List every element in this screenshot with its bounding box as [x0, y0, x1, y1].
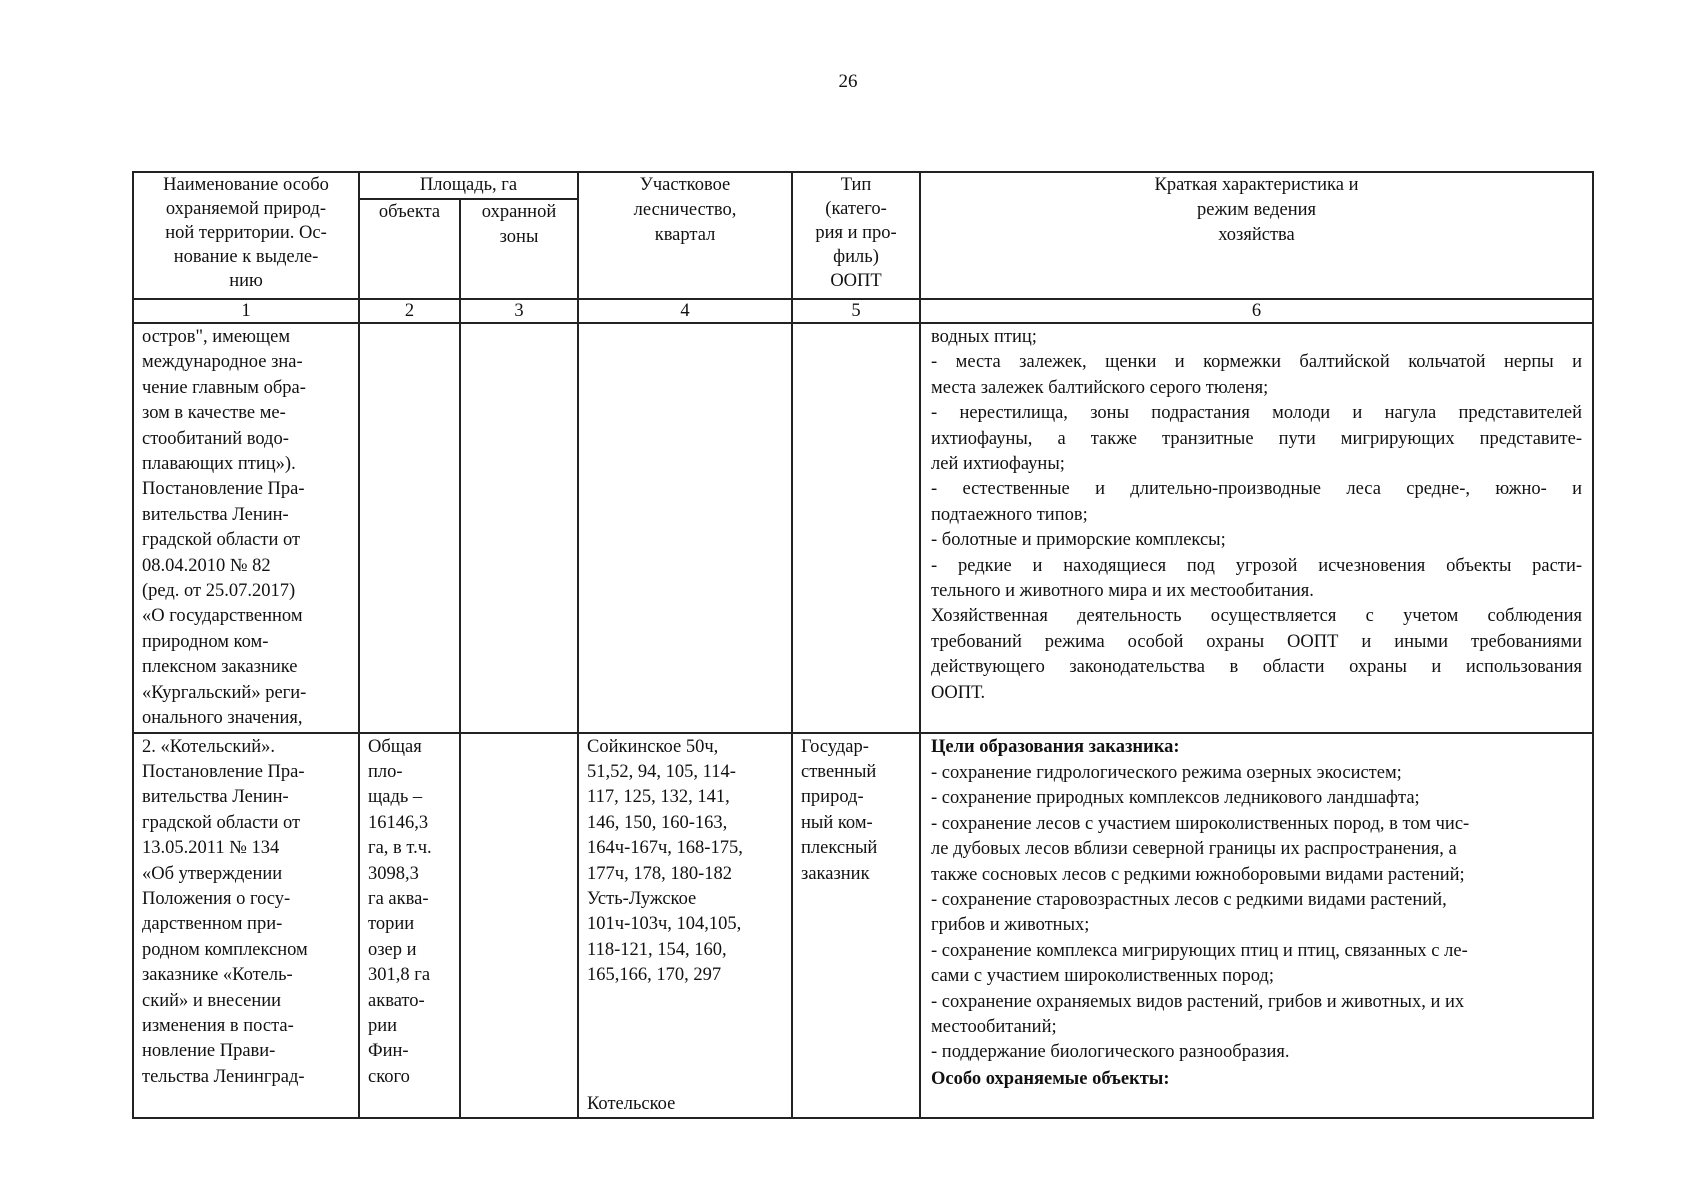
text-line: градской области от: [142, 812, 301, 833]
text-line: родном комплексном: [142, 939, 308, 960]
text-line: - сохранение охраняемых видов растений, грибов и животных, и их: [931, 991, 1465, 1012]
text-line: 2. «Котельский».: [142, 736, 276, 757]
text-line: (катего-: [825, 199, 887, 219]
header-characteristics: [920, 172, 1593, 299]
text-line: вительства Ленин-: [142, 504, 289, 525]
text-line: дарственном при-: [142, 914, 283, 935]
table-row: [133, 733, 1593, 1118]
text-line: природ-: [801, 787, 864, 808]
text-line: филь): [833, 247, 879, 267]
text-line: ной территории. Ос-: [165, 223, 327, 243]
text-line: охранной: [481, 202, 557, 222]
text-line: аквато-: [368, 990, 425, 1011]
text-line: режим ведения: [1197, 200, 1317, 220]
header-type-category: [792, 172, 920, 299]
text-line: лей ихтиофауны;: [931, 454, 1065, 475]
column-number: 1: [133, 299, 359, 323]
row2-goals-heading: Цели образования заказника:: [931, 736, 1180, 757]
text-line: места залежек балтийского серого тюленя;: [931, 377, 1269, 398]
text-line: грибов и животных;: [931, 915, 1090, 936]
text-line: - сохранение комплекса мигрирующих птиц и птиц, связанных с ле-: [931, 940, 1468, 961]
text-line: вительства Ленин-: [142, 787, 289, 808]
header-area-object: объекта: [359, 199, 460, 299]
text-line: - нерестилища, зоны подрастания молоди и нагула представителей: [931, 403, 1583, 424]
header-forestry-quarter: [578, 172, 792, 299]
text-line: Общая: [368, 736, 422, 757]
text-line: зоны: [499, 227, 539, 247]
text-line: зом в качестве ме-: [142, 403, 286, 424]
text-line: хозяйства: [1218, 225, 1295, 245]
row2-area-object: [359, 733, 460, 1118]
row1-characteristics: [920, 323, 1593, 733]
text-line: международное зна-: [142, 352, 303, 373]
table-header-row: [133, 172, 1593, 199]
column-number: 6: [920, 299, 1593, 323]
text-line: - сохранение старовозрастных лесов с редкими видами растений,: [931, 889, 1447, 910]
text-line: новление Прави-: [142, 1041, 276, 1062]
text-line: - болотные и приморские комплексы;: [931, 530, 1226, 551]
text-line: - естественные и длительно-производные леса средне-, южно- и: [931, 479, 1583, 500]
text-line: Фин-: [368, 1041, 409, 1062]
text-line: пло-: [368, 761, 403, 782]
column-number-row: [133, 299, 1593, 323]
text-line: - места залежек, щенки и кормежки балтийской кольчатой нерпы и: [931, 352, 1583, 373]
text-line: 177ч, 178, 180-182: [587, 863, 732, 884]
text-line: нование к выделе-: [173, 247, 319, 267]
text-line: - редкие и находящиеся под угрозой исчезновения объекты расти-: [931, 555, 1583, 576]
text-line: га аква-: [368, 888, 429, 909]
header-area-buffer-zone: [460, 199, 578, 299]
text-line: ООПТ.: [931, 682, 986, 703]
text-line: озер и: [368, 939, 417, 960]
text-line: 3098,3: [368, 863, 419, 884]
text-line: «О государственном: [142, 606, 303, 627]
text-line: «Об утверждении: [142, 863, 283, 884]
row2-name-basis: [133, 733, 359, 1118]
text-line: (ред. от 25.07.2017): [142, 581, 296, 602]
column-number: 5: [792, 299, 920, 323]
text-line: га, в т.ч.: [368, 838, 432, 859]
row1-forestry: [578, 323, 792, 733]
text-line: также сосновых лесов с редкими южноборовыми видами растений;: [931, 864, 1465, 885]
text-line: природном ком-: [142, 631, 269, 652]
text-line: Тип: [840, 175, 872, 195]
text-line: квартал: [654, 225, 716, 245]
text-line: - сохранение гидрологического режима озерных экосистем;: [931, 762, 1402, 783]
text-line: Государ-: [801, 736, 869, 757]
text-line: - сохранение природных комплексов ледникового ландшафта;: [931, 788, 1420, 809]
text-line: водных птиц;: [931, 327, 1037, 347]
text-line: ского: [368, 1066, 410, 1087]
text-line: 301,8 га: [368, 965, 431, 986]
text-line: Постановление Пра-: [142, 761, 305, 782]
row1-type: [792, 323, 920, 733]
text-line: Положения о госу-: [142, 888, 291, 909]
text-line: плексном заказнике: [142, 657, 298, 678]
text-line: нию: [229, 271, 263, 291]
header-area-group: Площадь, га: [359, 172, 578, 199]
text-line: действующего законодательства в области охраны и использования: [931, 657, 1583, 678]
text-line: ский» и внесении: [142, 990, 282, 1011]
text-line: щадь –: [368, 787, 423, 808]
text-line: заказнике «Котель-: [142, 965, 293, 986]
text-line: 118-121, 154, 160,: [587, 939, 727, 960]
text-line: ственный: [801, 761, 877, 782]
text-line: подтаежного типов;: [931, 504, 1088, 525]
text-line: плавающих птиц»).: [142, 454, 296, 475]
text-line: требований режима особой охраны ООПТ и иными требованиями: [931, 631, 1583, 652]
text-line: ихтиофауны, а также транзитные пути мигрирующих представите-: [931, 428, 1583, 449]
text-line: тории: [368, 914, 415, 935]
text-line: местообитаний;: [931, 1016, 1057, 1037]
text-line: Участковое: [639, 175, 731, 195]
text-line: Сойкинское 50ч,: [587, 736, 719, 757]
text-line: Постановление Пра-: [142, 479, 305, 500]
text-line: плексный: [801, 838, 878, 859]
column-number: 2: [359, 299, 460, 323]
text-line: сами с участием широколиственных пород;: [931, 966, 1274, 987]
text-line: тельства Ленинград-: [142, 1066, 305, 1087]
row2-characteristics: [920, 733, 1593, 1118]
row2-type: [792, 733, 920, 1118]
text-line: чение главным обра-: [142, 377, 306, 398]
text-line: тельного и животного мира и их местообитания.: [931, 581, 1314, 602]
text-line: 164ч-167ч, 168-175,: [587, 838, 743, 859]
text-line: рии: [368, 1015, 398, 1036]
text-line: изменения в поста-: [142, 1015, 294, 1036]
text-line: - сохранение лесов с участием широколиственных пород, в том чис-: [931, 813, 1470, 834]
row2-forestry-bottom: Котельское: [587, 1093, 676, 1114]
text-line: 101ч-103ч, 104,105,: [587, 914, 742, 935]
text-line: Наименование особо: [163, 175, 329, 195]
row1-area-buffer: [460, 323, 578, 733]
text-line: ле дубовых лесов вблизи северной границы их распространения, а: [931, 839, 1457, 860]
table-row: [133, 323, 1593, 733]
page-number: 26: [838, 71, 858, 92]
text-line: лесничество,: [633, 200, 737, 220]
text-line: 165,166, 170, 297: [587, 965, 722, 986]
row2-area-buffer: [460, 733, 578, 1118]
column-number: 4: [578, 299, 792, 323]
text-line: остров", имеющем: [142, 327, 291, 347]
row2-forestry: [578, 733, 792, 1118]
text-line: ный ком-: [801, 812, 873, 833]
text-line: «Кургальский» реги-: [142, 682, 307, 703]
column-number: 3: [460, 299, 578, 323]
text-line: Хозяйственная деятельность осуществляется с учетом соблюдения: [931, 606, 1583, 627]
text-line: 08.04.2010 № 82: [142, 555, 271, 576]
text-line: онального значения,: [142, 708, 303, 729]
row2-protected-objects-heading: Особо охраняемые объекты:: [931, 1068, 1170, 1089]
text-line: 13.05.2011 № 134: [142, 838, 280, 859]
text-line: градской области от: [142, 530, 301, 551]
text-line: 16146,3: [368, 812, 429, 833]
text-line: Усть-Лужское: [587, 888, 697, 909]
row1-area-object: [359, 323, 460, 733]
text-line: Краткая характеристика и: [1154, 175, 1359, 195]
protected-areas-table: [132, 171, 1594, 1119]
text-line: 51,52, 94, 105, 114-: [587, 761, 736, 782]
row1-name-basis: [133, 323, 359, 733]
header-name-basis: [133, 172, 359, 299]
text-line: 146, 150, 160-163,: [587, 812, 728, 833]
text-line: заказник: [801, 863, 870, 884]
text-line: - поддержание биологического разнообразия.: [931, 1042, 1290, 1063]
text-line: стообитаний водо-: [142, 428, 289, 449]
text-line: охраняемой природ-: [165, 199, 327, 219]
text-line: 117, 125, 132, 141,: [587, 787, 730, 808]
text-line: рия и про-: [815, 223, 897, 243]
text-line: ООПТ: [830, 271, 882, 291]
